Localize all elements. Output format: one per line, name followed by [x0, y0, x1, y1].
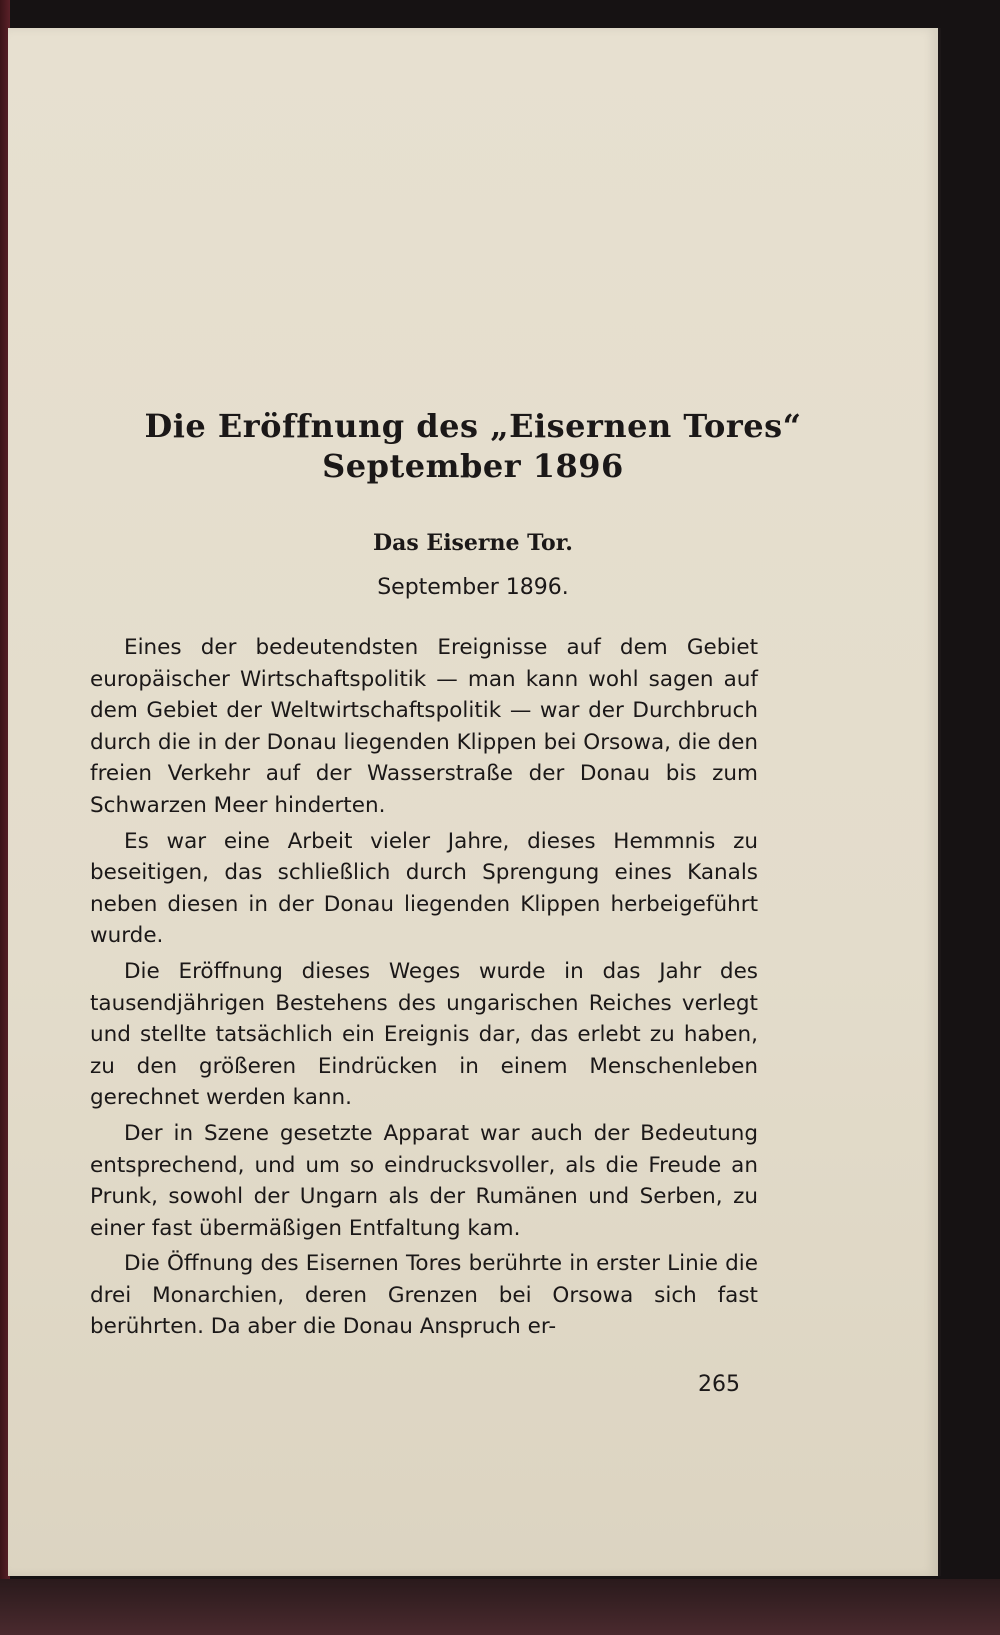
paragraph: Die Öffnung des Eisernen Tores berührte in erster Linie die drei Monarchien, deren Grenzen bei Orsowa sich fast berührten. Da aber die Donau Anspruch er-	[90, 1251, 758, 1340]
paragraph: Eines der bedeutendsten Ereignisse auf dem Gebiet europäischer Wirtschaftspolitik — man kann wohl sagen auf dem Gebiet der Weltwirtschaftspolitik — war der Durchbruch durch die in der Donau liegenden Klippen bei Orsowa, die den freien Verkehr auf der Wasserstraße der Donau bis zum Schwarzen Meer hinderten.	[90, 635, 759, 818]
paragraph: Die Eröffnung dieses Weges wurde in das Jahr des tausendjährigen Bestehens des ungarischen Reiches verlegt und stellte tatsächlich ein Ereignis dar, das erlebt zu haben, zu den größeren Eindrücken in einem Menschenleben gerechnet werden kann.	[90, 958, 758, 1111]
chapter-date: September 1896	[322, 447, 624, 485]
paragraph: Der in Szene gesetzte Apparat war auch der Bedeutung entsprechend, und um so eindrucksvoller, als die Freude an Prunk, sowohl der Ungarn als der Rumänen und Serben, zu einer fast übermäßigen Entfaltung kam.	[90, 1120, 758, 1241]
body-text	[90, 632, 758, 1347]
paragraph: Es war eine Arbeit vieler Jahre, dieses Hemmnis zu beseitigen, das schließlich durch Sprengung eines Kanals neben diesen in der Donau liegenden Klippen herbeigeführt wurde.	[90, 828, 758, 949]
chapter-title: Die Eröffnung des „Eisernen Tores“	[144, 407, 802, 445]
section-dateline: September 1896.	[377, 575, 569, 600]
book-page	[8, 28, 938, 1576]
book-bottom-edge	[0, 1579, 1000, 1635]
page-number: 265	[698, 1372, 740, 1397]
section-heading: Das Eiserne Tor.	[373, 530, 573, 556]
